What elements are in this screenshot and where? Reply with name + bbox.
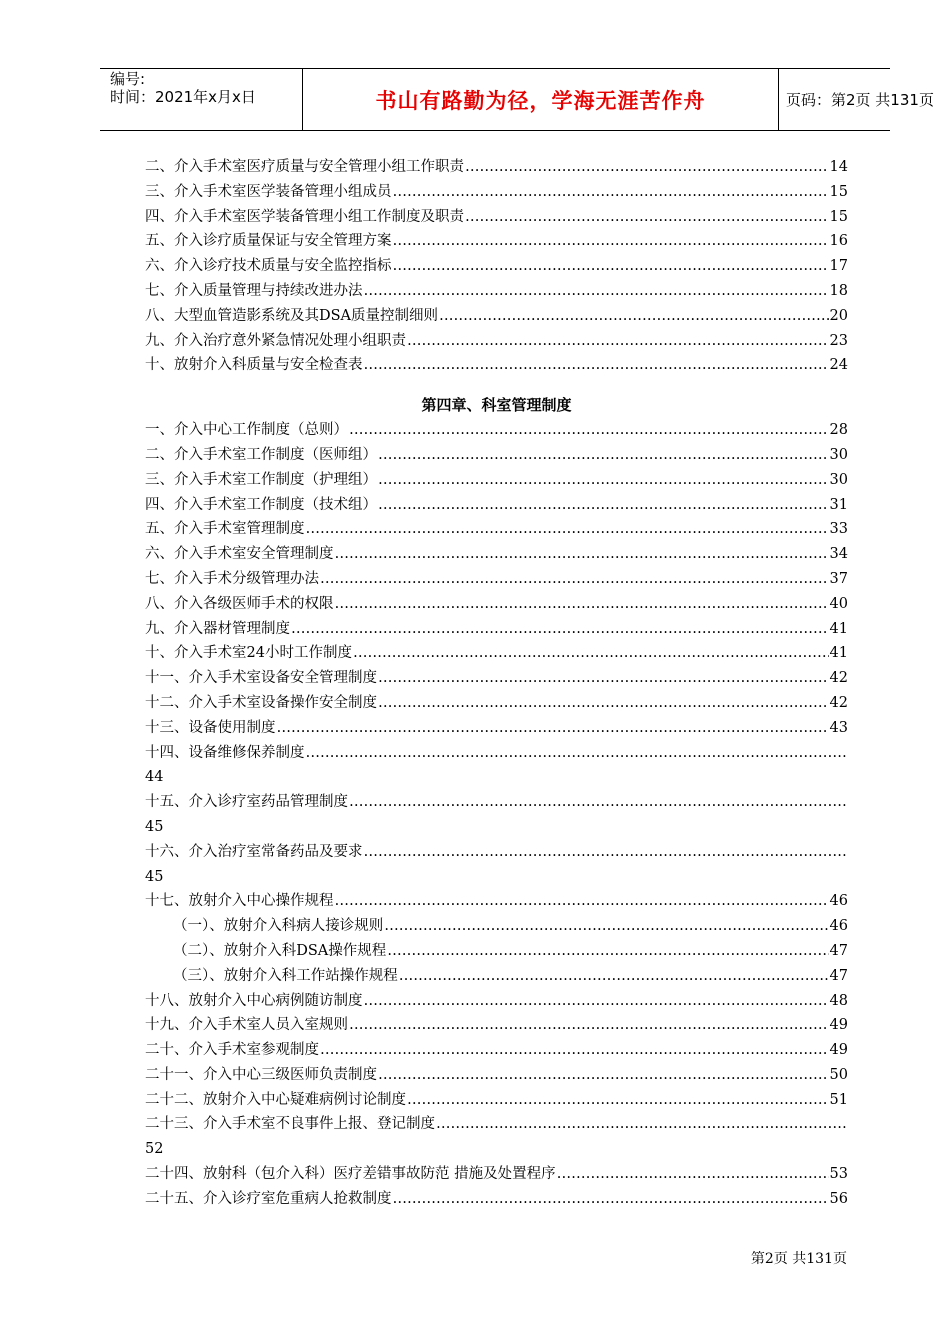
toc-entry <box>145 914 848 939</box>
toc-entry <box>145 180 848 205</box>
toc-entry <box>145 964 848 989</box>
toc-entry-title: 三、介入手术室工作制度（护理组） <box>145 471 377 488</box>
toc-entry-page: 41 <box>829 620 848 637</box>
toc-entry-page: 30 <box>829 471 848 488</box>
toc-entry-page: 44 <box>145 769 164 786</box>
toc-entry <box>145 889 848 914</box>
toc-dot-leader <box>399 964 829 989</box>
toc-dot-leader <box>378 493 829 518</box>
toc-entry-title: 二十一、介入中心三级医师负责制度 <box>145 1066 377 1083</box>
toc-dot-leader <box>436 1112 848 1137</box>
toc-entry-page: 50 <box>829 1066 848 1083</box>
toc-section-4 <box>145 418 848 1212</box>
page-header <box>100 68 934 131</box>
toc-entry-title: 六、介入手术室安全管理制度 <box>145 546 334 563</box>
toc-entry <box>145 790 848 815</box>
toc-entry-title: 五、介入诊疗质量保证与安全管理方案 <box>145 233 392 250</box>
toc-entry-page: 17 <box>829 258 848 275</box>
toc-entry-page: 20 <box>829 307 848 324</box>
toc-entry-title: 十二、介入手术室设备操作安全制度 <box>145 694 377 711</box>
toc-entry-page: 30 <box>829 446 848 463</box>
toc-entry-page: 45 <box>145 868 164 885</box>
toc-entry <box>145 1187 848 1212</box>
toc-entry-page: 48 <box>829 992 848 1009</box>
toc-entry-title: 二十三、介入手术室不良事件上报、登记制度 <box>145 1116 435 1133</box>
toc-dot-leader <box>439 304 829 329</box>
toc-dot-leader <box>387 939 828 964</box>
toc-entry-title: 十九、介入手术室人员入室规则 <box>145 1017 348 1034</box>
toc-entry <box>145 1013 848 1038</box>
toc-entry <box>145 353 848 378</box>
toc-entry-title: 十七、放射介入中心操作规程 <box>145 893 334 910</box>
toc-entry-page: 47 <box>829 942 848 959</box>
toc-entry-page: 40 <box>829 595 848 612</box>
toc-entry <box>145 989 848 1014</box>
toc-entry-page: 15 <box>829 183 848 200</box>
toc-entry-page: 34 <box>829 546 848 563</box>
toc-entry <box>145 517 848 542</box>
toc-dot-leader <box>378 666 829 691</box>
toc-entry-page: 33 <box>829 521 848 538</box>
toc-entry-page: 18 <box>829 282 848 299</box>
toc-entry-page: 53 <box>829 1166 848 1183</box>
toc-entry <box>145 254 848 279</box>
toc-entry-title: 十五、介入诊疗室药品管理制度 <box>145 794 348 811</box>
toc-entry <box>145 617 848 642</box>
toc-dot-leader <box>393 254 829 279</box>
page-footer: 第2页 共131页 <box>750 1251 847 1267</box>
toc-entry-title: 十一、介入手术室设备安全管理制度 <box>145 670 377 687</box>
toc-entry <box>145 1038 848 1063</box>
toc-entry-page: 16 <box>829 233 848 250</box>
toc-entry-title: （二）、放射介入科DSA操作规程 <box>173 942 387 959</box>
toc-entry-page: 49 <box>829 1017 848 1034</box>
toc-entry-title: 十六、介入治疗室常备药品及要求 <box>145 843 363 860</box>
toc-entry-title: 九、介入器材管理制度 <box>145 620 290 637</box>
toc-entry-title: （三）、放射介入科工作站操作规程 <box>173 967 398 984</box>
toc-entry-title: 二十四、放射科（包介入科）医疗差错事故防范 措施及处置程序 <box>145 1166 556 1183</box>
toc-entry <box>145 542 848 567</box>
toc-dot-leader <box>393 229 829 254</box>
toc-dot-leader <box>277 716 829 741</box>
header-page-code: 页码：第2页 共131页 <box>786 91 934 109</box>
toc-section-3 <box>145 155 848 378</box>
toc-entry <box>145 592 848 617</box>
toc-dot-leader <box>349 790 848 815</box>
toc-entry <box>145 939 848 964</box>
header-meta-cell <box>100 69 302 130</box>
toc-entry-page: 46 <box>829 893 848 910</box>
toc-entry-title: 五、介入手术室管理制度 <box>145 521 305 538</box>
toc-dot-leader <box>407 1088 829 1113</box>
toc-entry-page: 37 <box>829 570 848 587</box>
toc-entry-title: 二十五、介入诊疗室危重病人抢救制度 <box>145 1190 392 1207</box>
toc-dot-leader <box>353 641 829 666</box>
toc-entry-title: 四、介入手术室工作制度（技术组） <box>145 496 377 513</box>
toc-dot-leader <box>465 205 829 230</box>
toc-entry <box>145 741 848 766</box>
toc-dot-leader <box>364 989 829 1014</box>
toc-entry <box>145 418 848 443</box>
toc-entry-page: 47 <box>829 967 848 984</box>
toc-dot-leader <box>378 1063 829 1088</box>
toc-entry-page: 46 <box>829 918 848 935</box>
toc-entry-title: 八、大型血管造影系统及其DSA质量控制细则 <box>145 307 439 324</box>
toc-entry <box>145 329 848 354</box>
toc-entry-page: 41 <box>829 645 848 662</box>
toc-dot-leader <box>378 691 829 716</box>
toc-dot-leader <box>320 1038 829 1063</box>
toc-entry-title: 三、介入手术室医学装备管理小组成员 <box>145 183 392 200</box>
toc-entry-page: 45 <box>145 818 164 835</box>
toc-entry <box>145 279 848 304</box>
toc-dot-leader <box>393 1187 829 1212</box>
toc-entry-title: 十、放射介入科质量与安全检查表 <box>145 357 363 374</box>
toc-entry <box>145 691 848 716</box>
toc-entry <box>145 666 848 691</box>
header-motto: 书山有路勤为径，学海无涯苦作舟 <box>375 88 706 113</box>
document-time-label: 时间：2021年x月x日 <box>110 88 256 106</box>
toc-entry-page: 52 <box>145 1141 164 1158</box>
toc-entry-page: 56 <box>829 1190 848 1207</box>
toc-entry-title: 九、介入治疗意外紧急情况处理小组职责 <box>145 332 406 349</box>
toc-entry-page: 31 <box>829 496 848 513</box>
table-of-contents <box>145 155 848 1212</box>
toc-entry <box>145 155 848 180</box>
toc-entry <box>145 1162 848 1187</box>
toc-entry <box>145 641 848 666</box>
document-code-label: 编号: <box>110 70 146 88</box>
toc-entry-page: 14 <box>829 159 848 175</box>
toc-entry-title: 二十、介入手术室参观制度 <box>145 1042 319 1059</box>
toc-dot-leader <box>364 279 829 304</box>
toc-dot-leader <box>335 592 829 617</box>
toc-entry <box>145 1088 848 1113</box>
toc-entry-page: 42 <box>829 694 848 711</box>
toc-dot-leader <box>320 567 829 592</box>
toc-entry-title: 八、介入各级医师手术的权限 <box>145 595 334 612</box>
toc-entry <box>145 443 848 468</box>
toc-dot-leader <box>291 617 829 642</box>
toc-dot-leader <box>349 418 829 443</box>
toc-entry <box>145 304 848 329</box>
toc-entry-title: 十四、设备维修保养制度 <box>145 744 305 761</box>
toc-entry-title: 十三、设备使用制度 <box>145 719 276 736</box>
header-page-cell <box>778 69 950 130</box>
toc-dot-leader <box>349 1013 829 1038</box>
toc-dot-leader <box>335 542 829 567</box>
toc-entry-title: 七、介入质量管理与持续改进办法 <box>145 282 363 299</box>
toc-entry-title: 十八、放射介入中心病例随访制度 <box>145 992 363 1009</box>
toc-entry-title: 二、介入手术室工作制度（医师组） <box>145 446 377 463</box>
toc-entry-page: 42 <box>829 670 848 687</box>
toc-entry-page: 23 <box>829 332 848 349</box>
toc-dot-leader <box>335 889 829 914</box>
toc-entry <box>145 1112 848 1137</box>
toc-entry-title: 一、介入中心工作制度（总则） <box>145 422 348 439</box>
toc-entry-title: 二十二、放射介入中心疑难病例讨论制度 <box>145 1091 406 1108</box>
toc-dot-leader <box>378 443 829 468</box>
toc-entry-page: 51 <box>829 1091 848 1108</box>
toc-dot-leader <box>306 741 849 766</box>
toc-entry <box>145 468 848 493</box>
toc-entry-page: 43 <box>829 719 848 736</box>
toc-dot-leader <box>364 353 829 378</box>
toc-entry-page: 28 <box>829 422 848 439</box>
toc-entry <box>145 493 848 518</box>
header-motto-cell <box>302 69 779 130</box>
toc-dot-leader <box>465 155 829 180</box>
toc-entry <box>145 1063 848 1088</box>
toc-entry-title: 十、介入手术室24小时工作制度 <box>145 645 352 662</box>
toc-entry <box>145 567 848 592</box>
toc-entry-title: 二、介入手术室医疗质量与安全管理小组工作职责 <box>145 159 464 175</box>
toc-dot-leader <box>306 517 829 542</box>
toc-entry-page: 24 <box>829 357 848 374</box>
toc-dot-leader <box>364 840 849 865</box>
toc-dot-leader <box>384 914 828 939</box>
toc-entry-title: 六、介入诊疗技术质量与安全监控指标 <box>145 258 392 275</box>
toc-dot-leader <box>393 180 829 205</box>
toc-dot-leader <box>407 329 829 354</box>
toc-entry-title: 七、介入手术分级管理办法 <box>145 570 319 587</box>
toc-dot-leader <box>557 1162 829 1187</box>
toc-entry <box>145 716 848 741</box>
toc-entry-title: （一）、放射介入科病人接诊规则 <box>173 918 384 935</box>
toc-entry-page: 15 <box>829 208 848 225</box>
toc-entry-title: 四、介入手术室医学装备管理小组工作制度及职责 <box>145 208 464 225</box>
toc-dot-leader <box>378 468 829 493</box>
toc-entry <box>145 840 848 865</box>
toc-entry <box>145 229 848 254</box>
toc-entry <box>145 205 848 230</box>
toc-entry-page: 49 <box>829 1042 848 1059</box>
chapter-title: 第四章、科室管理制度 <box>421 396 572 415</box>
